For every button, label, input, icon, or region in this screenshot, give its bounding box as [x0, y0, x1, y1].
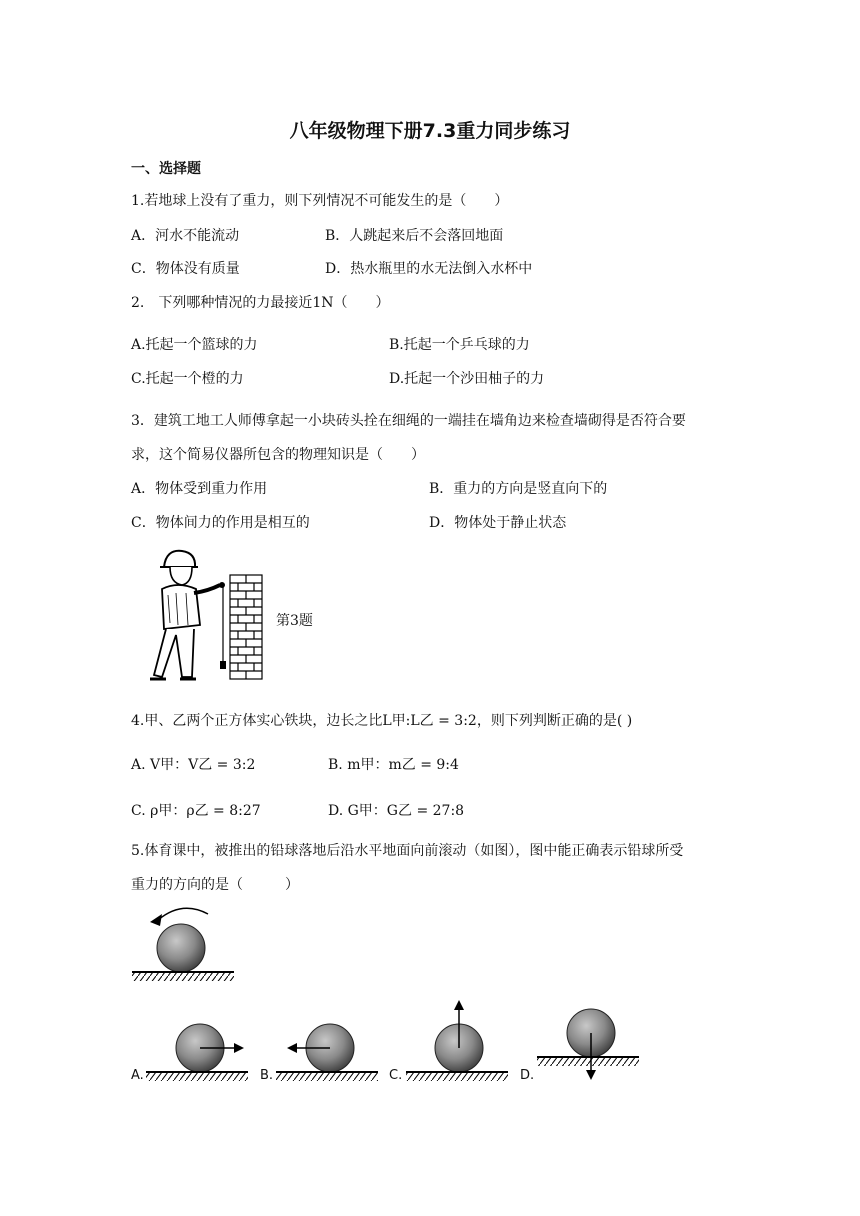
q3-figure-caption: 第3题: [276, 613, 313, 629]
q4-option-c: C. ρ甲：ρ乙 = 8:27: [131, 803, 261, 819]
q3-option-d: D．物体处于静止状态: [429, 515, 567, 531]
q1-option-c: C．物体没有质量: [131, 261, 240, 277]
main-ball-figure: [132, 908, 234, 981]
q1-option-a: A．河水不能流动: [131, 228, 240, 244]
q4-option-b: B. m甲：m乙 = 9:4: [328, 757, 459, 773]
q5-option-d-label: D.: [520, 1068, 535, 1083]
q2-option-d: D.托起一个沙田柚子的力: [389, 371, 545, 387]
q3-stem-line1: 3．建筑工地工人师傅拿起一小块砖头拴在细绳的一端挂在墙角边来检查墙砌得是否符合要: [131, 413, 686, 429]
option-d-figure: [537, 1009, 639, 1080]
option-a-figure: [146, 1024, 248, 1081]
q1-option-d: D．热水瓶里的水无法倒入水杯中: [325, 261, 533, 277]
q2-option-a: A.托起一个篮球的力: [131, 337, 258, 353]
q5-option-b-label: B.: [260, 1068, 274, 1083]
q5-stem-line2: 重力的方向的是（ ）: [131, 877, 299, 893]
q5-stem-line1: 5.体育课中，被推出的铅球落地后沿水平地面向前滚动（如图），图中能正确表示铅球所受: [131, 843, 684, 859]
q1-option-b: B．人跳起来后不会落回地面: [325, 228, 504, 244]
page-title: 八年级物理下册7.3重力同步练习: [289, 120, 571, 142]
q2-option-c: C.托起一个橙的力: [131, 371, 244, 387]
q3-stem-line2: 求，这个简易仪器所包含的物理知识是（ ）: [131, 447, 425, 463]
q3-option-c: C．物体间力的作用是相互的: [131, 515, 310, 531]
q4-stem: 4.甲、乙两个正方体实心铁块，边长之比L甲:L乙 = 3:2，则下列判断正确的是( ): [131, 713, 633, 729]
option-b-figure: [276, 1024, 378, 1081]
q4-option-d: D. G甲：G乙 = 27:8: [328, 803, 465, 819]
q2-stem: 2. 下列哪种情况的力最接近1N（ ）: [131, 295, 390, 311]
q3-option-a: A．物体受到重力作用: [131, 481, 268, 497]
q4-option-a: A. V甲：V乙 = 3:2: [131, 757, 256, 773]
q3-option-b: B．重力的方向是竖直向下的: [429, 481, 608, 497]
option-c-figure: [406, 1000, 508, 1081]
q2-option-b: B.托起一个乒乓球的力: [389, 337, 530, 353]
q5-option-a-label: A.: [131, 1068, 144, 1083]
section-heading: 一、选择题: [131, 161, 201, 177]
q5-option-c-label: C.: [389, 1068, 403, 1083]
q1-stem: 1.若地球上没有了重力，则下列情况不可能发生的是（ ）: [131, 193, 509, 209]
